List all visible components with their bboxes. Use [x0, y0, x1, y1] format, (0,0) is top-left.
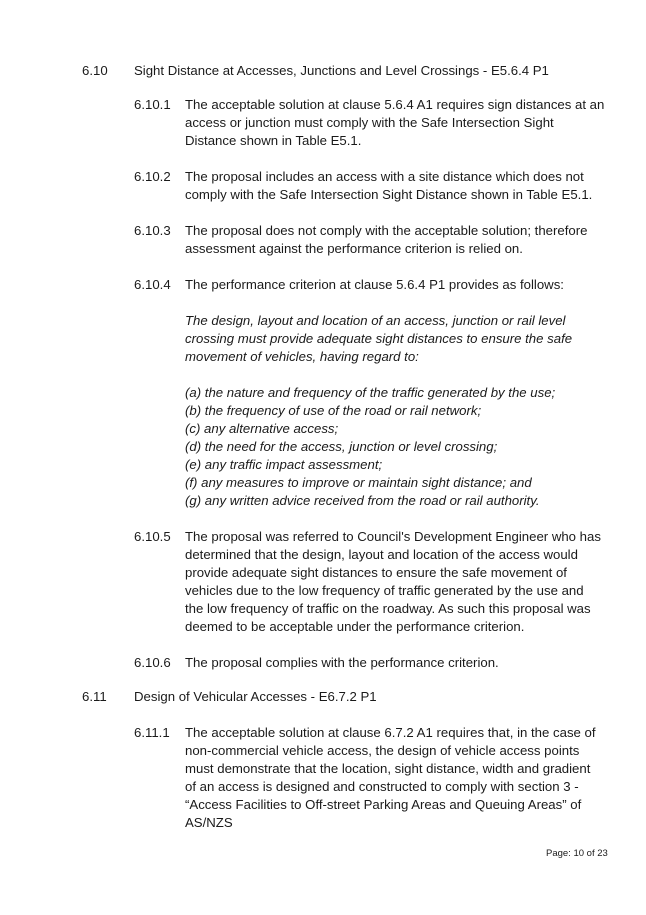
paragraph-text: The proposal complies with the performance criterion. — [185, 655, 499, 670]
list-item: (f) any measures to improve or maintain sight distance; and — [185, 475, 532, 490]
paragraph-number: 6.10.6 — [134, 655, 171, 670]
paragraph-text: The acceptable solution at clause 6.7.2 A1 requires that, in the case of non-commercial vehicle access, the design of vehicle access points must demonstrate that the location, sight distance, width and gradient of an access is designed and constructed to comply with section 3 - “Access Facilities to Off-street Parking Areas and Queuing Areas” of AS/NZS — [185, 725, 596, 830]
list-item: (e) any traffic impact assessment; — [185, 457, 383, 472]
paragraph-text: The proposal includes an access with a site distance which does not comply with the Safe Intersection Sight Distance shown in Table E5.1. — [185, 169, 593, 202]
paragraph-number: 6.10.1 — [134, 97, 171, 112]
list-item: (b) the frequency of use of the road or rail network; — [185, 403, 482, 418]
list-item: (a) the nature and frequency of the traffic generated by the use; — [185, 385, 556, 400]
quoted-criterion-intro: The design, layout and location of an access, junction or rail level crossing must provide adequate sight distances to ensure the safe movement of vehicles, having regard to: — [185, 313, 573, 364]
criterion-list — [185, 384, 605, 510]
list-item: (c) any alternative access; — [185, 421, 339, 436]
section-title: Design of Vehicular Accesses - E6.7.2 P1 — [134, 689, 377, 704]
list-item: (d) the need for the access, junction or level crossing; — [185, 439, 498, 454]
list-item: (g) any written advice received from the road or rail authority. — [185, 493, 540, 508]
paragraph-number: 6.10.3 — [134, 223, 171, 238]
paragraph-number: 6.10.2 — [134, 169, 171, 184]
paragraph-text: The proposal does not comply with the acceptable solution; therefore assessment against the performance criterion is relied on. — [185, 223, 588, 256]
page-number-footer: Page: 10 of 23 — [546, 848, 608, 859]
paragraph-text: The performance criterion at clause 5.6.4 P1 provides as follows: — [185, 277, 564, 292]
paragraph-text: The proposal was referred to Council's Development Engineer who has determined that the design, layout and location of the access would provide adequate sight distances to ensure the safe movement of vehicles due to the low frequency of traffic generated by the use and the low frequency of traffic on the roadway. As such this proposal was deemed to be acceptable under the performance criterion. — [185, 529, 601, 634]
paragraph-text: The acceptable solution at clause 5.6.4 A1 requires sign distances at an access or junction must comply with the Safe Intersection Sight Distance shown in Table E5.1. — [185, 97, 605, 148]
section-number: 6.10 — [82, 63, 108, 78]
section-number: 6.11 — [82, 689, 107, 704]
paragraph-number: 6.11.1 — [134, 725, 170, 740]
paragraph-number: 6.10.5 — [134, 529, 171, 544]
paragraph-number: 6.10.4 — [134, 277, 171, 292]
section-title: Sight Distance at Accesses, Junctions and Level Crossings - E5.6.4 P1 — [134, 63, 549, 78]
